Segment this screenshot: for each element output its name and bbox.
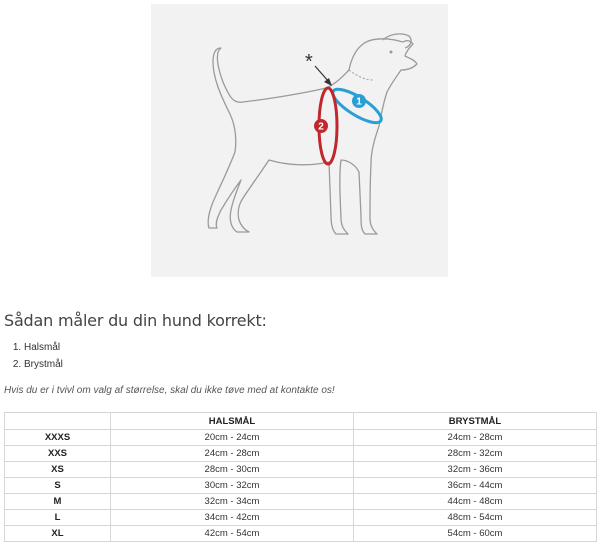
marker-2-label: 2 [318,121,324,133]
table-header-row [5,413,597,430]
chest-cell: 24cm - 28cm [354,430,597,446]
asterisk-arrow-head [324,78,332,86]
chest-cell: 44cm - 48cm [354,494,597,510]
chest-cell: 48cm - 54cm [354,510,597,526]
header-chest: BRYSTMÅL [354,413,597,430]
size-cell: XXS [5,446,111,462]
measurement-steps-list [4,339,63,373]
neck-cell: 30cm - 32cm [111,478,354,494]
neck-cell: 32cm - 34cm [111,494,354,510]
table-row [5,494,597,510]
collar-line [349,70,373,80]
help-note: Hvis du er i tvivl om valg af størrelse, skal du ikke tøve med at kontakte os! [4,385,335,396]
chest-cell: 54cm - 60cm [354,526,597,542]
header-size [5,413,111,430]
size-cell: L [5,510,111,526]
chest-cell: 28cm - 32cm [354,446,597,462]
asterisk-mark: * [305,51,313,73]
neck-cell: 20cm - 24cm [111,430,354,446]
dog-measurement-illustration [151,4,448,277]
neck-cell: 24cm - 28cm [111,446,354,462]
neck-cell: 34cm - 42cm [111,510,354,526]
dog-outline-graphic [151,4,448,277]
size-cell: S [5,478,111,494]
marker-1-label: 1 [356,96,362,108]
step-chest: 2. Brystmål [24,356,63,373]
size-cell: XS [5,462,111,478]
table-row [5,526,597,542]
neck-cell: 28cm - 30cm [111,462,354,478]
size-cell: XXXS [5,430,111,446]
chest-cell: 32cm - 36cm [354,462,597,478]
asterisk-arrow [315,66,329,82]
table-row [5,510,597,526]
size-chart-table [4,412,597,542]
dog-eye [390,51,393,54]
step-neck: 1. Halsmål [24,339,63,356]
neck-cell: 42cm - 54cm [111,526,354,542]
page-heading: Sådan måler du din hund korrekt: [4,311,267,330]
table-row [5,478,597,494]
table-row [5,430,597,446]
header-neck: HALSMÅL [111,413,354,430]
chest-cell: 36cm - 44cm [354,478,597,494]
size-cell: M [5,494,111,510]
size-cell: XL [5,526,111,542]
table-row [5,462,597,478]
table-row [5,446,597,462]
